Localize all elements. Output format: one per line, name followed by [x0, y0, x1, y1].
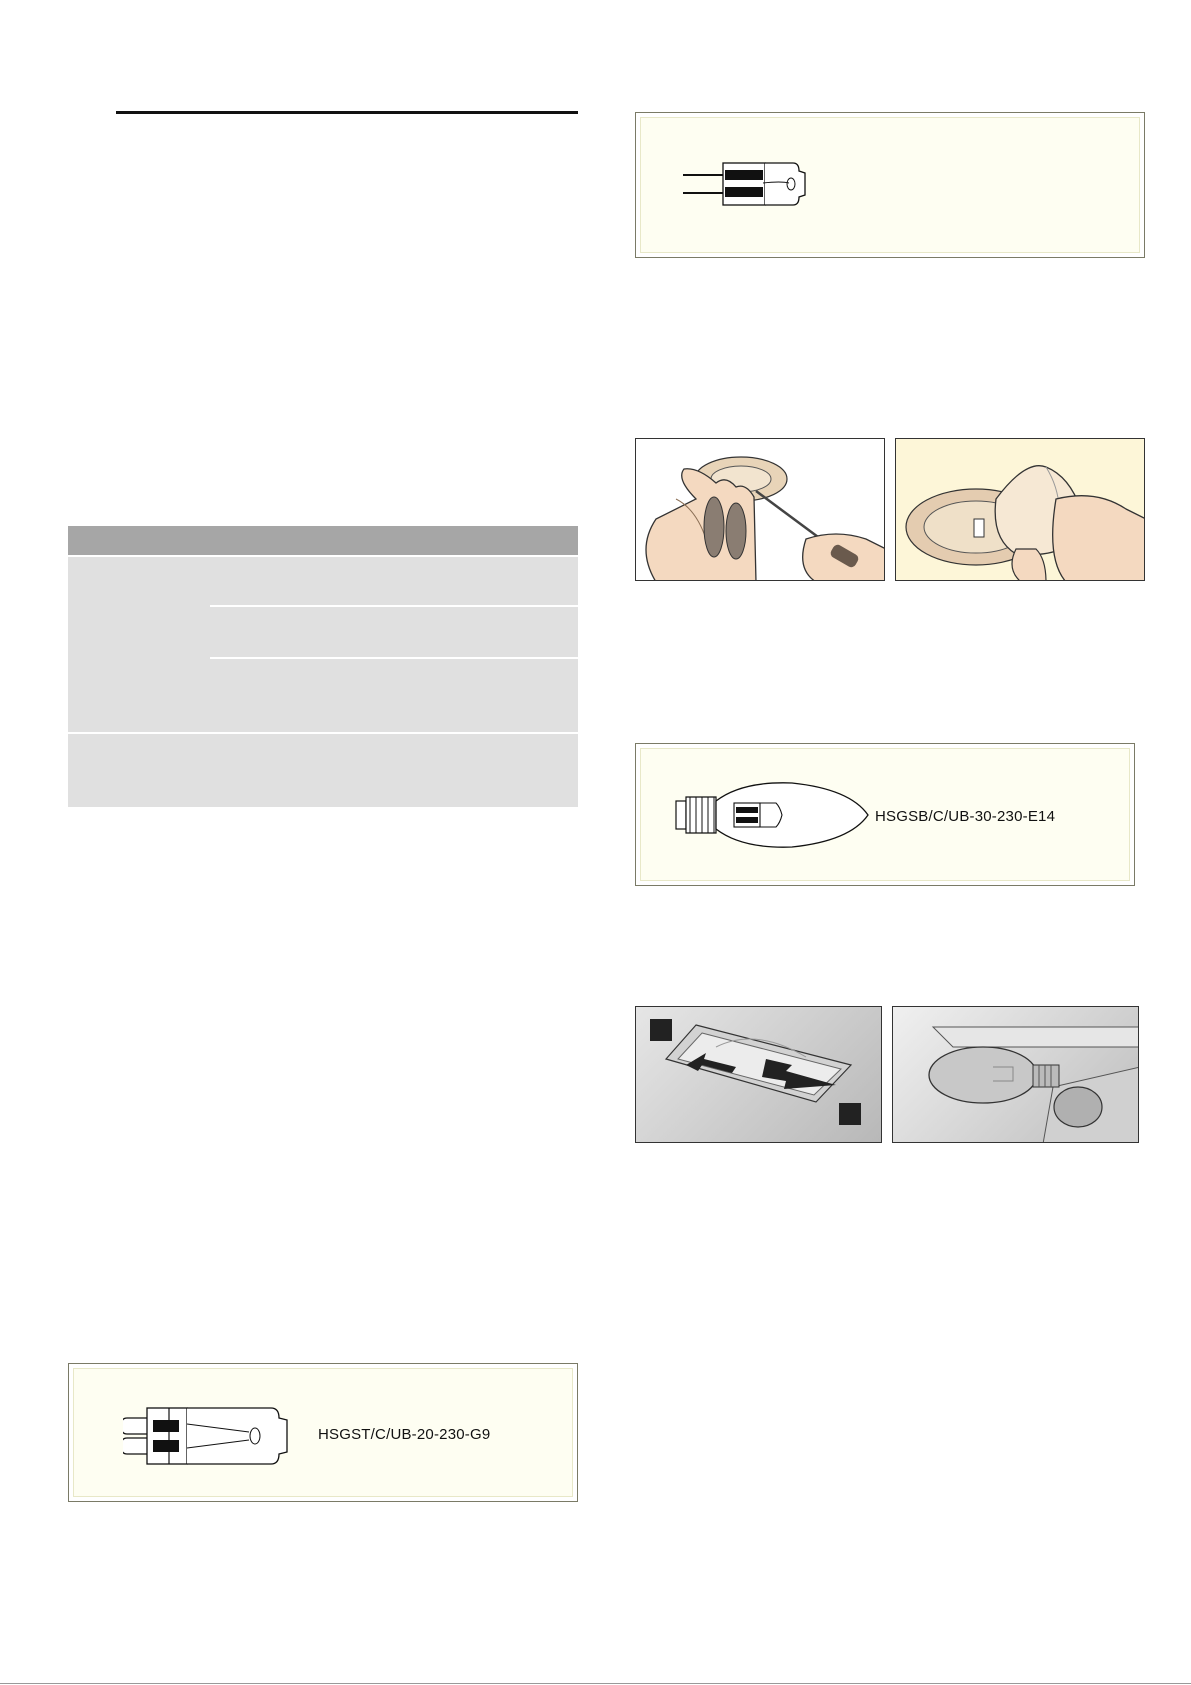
section-heading-rule: [116, 111, 578, 114]
g9-halogen-lamp-icon: [123, 1404, 303, 1468]
specs-table: [68, 526, 578, 807]
page-bottom-rule: [0, 1683, 1191, 1684]
e14-bulb-socket-image: [893, 1007, 1139, 1143]
lamp-panel-g9: [68, 1363, 578, 1502]
illustration-remove-cover: [635, 438, 885, 581]
lamp-panel-e14: [635, 743, 1135, 886]
e14-candle-lamp-icon: [672, 779, 872, 851]
illustration-e14-bulb-installed: [892, 1006, 1139, 1143]
table-divider: [68, 555, 578, 557]
lamp-label-e14: HSGSB/C/UB-30-230-E14: [875, 808, 1056, 825]
lamp-panel-g4: [635, 112, 1145, 258]
hand-cloth-bulb-image: [896, 439, 1145, 581]
illustration-slide-cover: [635, 1006, 882, 1143]
table-divider: [210, 605, 578, 607]
slide-cover-arrows-image: [636, 1007, 882, 1143]
g4-halogen-lamp-icon: [681, 159, 841, 219]
table-divider: [210, 657, 578, 659]
illustration-remove-bulb: [895, 438, 1145, 581]
lamp-label-g9: HSGST/C/UB-20-230-G9: [318, 1426, 491, 1443]
table-header-row: [68, 526, 578, 555]
table-divider: [68, 732, 578, 734]
hand-screwdriver-cover-image: [636, 439, 885, 581]
